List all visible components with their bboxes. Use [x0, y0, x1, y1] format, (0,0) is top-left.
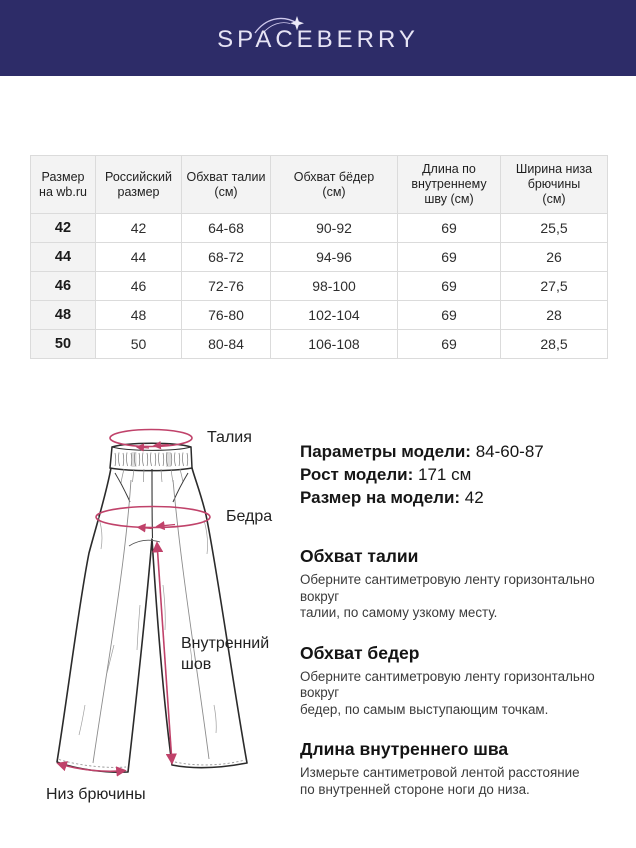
waist-label: Талия	[207, 429, 252, 446]
col-header-inseam	[398, 156, 501, 214]
col-header-line: Размер	[41, 169, 85, 184]
hips-label: Бедра	[226, 508, 273, 525]
section-description	[300, 765, 634, 798]
section-waist	[300, 545, 634, 622]
brand-logo: SPACEBERRY	[217, 26, 419, 53]
col-header-line: шву (см)	[424, 192, 474, 206]
cell-ru-size: 42	[96, 214, 182, 243]
cell-inseam: 69	[398, 301, 501, 330]
model-size-label: Размер на модели:	[300, 488, 461, 507]
col-header-line: Ширина низа	[515, 162, 593, 176]
cell-wb-size: 46	[31, 272, 96, 301]
col-header-line: Длина по	[422, 162, 476, 176]
col-header-line: внутреннему	[411, 177, 487, 191]
col-header-line: (см)	[214, 184, 238, 199]
cell-ru-size: 46	[96, 272, 182, 301]
cell-inseam: 69	[398, 330, 501, 359]
description-line: бедер, по самым выступающим точкам.	[300, 701, 549, 717]
cell-wb-size: 42	[31, 214, 96, 243]
brand-header	[0, 0, 636, 76]
cell-hips: 94-96	[271, 243, 398, 272]
cell-hem-width: 26	[501, 243, 608, 272]
model-size-line	[300, 486, 634, 509]
cell-hips: 90-92	[271, 214, 398, 243]
table-row	[31, 301, 608, 330]
table-row	[31, 214, 608, 243]
description-line: Измерьте сантиметровой лентой расстояние	[300, 765, 580, 780]
model-params-line	[300, 440, 634, 463]
pants-drawing	[28, 405, 288, 805]
cell-hem-width: 25,5	[501, 214, 608, 243]
model-size-value: 42	[464, 488, 484, 507]
section-description	[300, 669, 634, 719]
model-params-value: 84-60-87	[475, 442, 544, 461]
cell-waist: 72-76	[182, 272, 271, 301]
section-inseam	[300, 738, 634, 798]
size-table-body	[31, 214, 608, 359]
col-header-line: Обхват бёдер	[293, 169, 375, 184]
hem-label: Низ брючины	[46, 786, 146, 803]
description-line: Оберните сантиметровую ленту горизонтально вокруг	[300, 668, 595, 700]
section-title: Длина внутреннего шва	[300, 739, 509, 759]
cell-wb-size: 48	[31, 301, 96, 330]
table-row	[31, 330, 608, 359]
cell-waist: 80-84	[182, 330, 271, 359]
cell-waist: 68-72	[182, 243, 271, 272]
cell-waist: 64-68	[182, 214, 271, 243]
cell-ru-size: 50	[96, 330, 182, 359]
table-header-row	[31, 156, 608, 214]
cell-inseam: 69	[398, 243, 501, 272]
table-row	[31, 272, 608, 301]
waistband-shade	[132, 452, 137, 467]
col-header-line: на wb.ru	[39, 184, 87, 199]
col-header-hem-width	[501, 156, 608, 214]
cell-hips: 106-108	[271, 330, 398, 359]
model-height-label: Рост модели:	[300, 465, 414, 484]
section-description	[300, 572, 634, 622]
cell-hips: 102-104	[271, 301, 398, 330]
model-height-value: 171 см	[417, 465, 472, 484]
col-header-line: размер	[117, 184, 160, 199]
col-header-line: Российский	[105, 169, 172, 184]
col-header-hips	[271, 156, 398, 214]
table-row	[31, 243, 608, 272]
cell-wb-size: 50	[31, 330, 96, 359]
col-header-line: (см)	[322, 184, 346, 199]
col-header-wb-size	[31, 156, 96, 214]
inseam-label: Внутренний шов	[181, 635, 270, 673]
cell-hem-width: 27,5	[501, 272, 608, 301]
col-header-waist	[182, 156, 271, 214]
measurement-info	[300, 440, 634, 798]
cell-ru-size: 44	[96, 243, 182, 272]
cell-hips: 98-100	[271, 272, 398, 301]
section-hips	[300, 642, 634, 719]
description-line: Оберните сантиметровую ленту горизонтально вокруг	[300, 572, 595, 604]
description-line: по внутренней стороне ноги до низа.	[300, 781, 530, 797]
cell-wb-size: 44	[31, 243, 96, 272]
cell-hem-width: 28	[501, 301, 608, 330]
cell-inseam: 69	[398, 272, 501, 301]
section-title: Обхват талии	[300, 546, 419, 566]
col-header-ru-size	[96, 156, 182, 214]
cell-inseam: 69	[398, 214, 501, 243]
cell-ru-size: 48	[96, 301, 182, 330]
description-line: талии, по самому узкому месту.	[300, 605, 498, 620]
model-height-line	[300, 463, 634, 486]
col-header-line: (см)	[542, 192, 566, 206]
size-table	[30, 155, 608, 359]
col-header-line: брючины	[527, 177, 581, 191]
col-header-line: Обхват талии	[186, 169, 266, 184]
size-table-header	[31, 156, 608, 214]
cell-hem-width: 28,5	[501, 330, 608, 359]
section-title: Обхват бедер	[300, 642, 420, 663]
cell-waist: 76-80	[182, 301, 271, 330]
model-params-label: Параметры модели:	[300, 442, 471, 461]
